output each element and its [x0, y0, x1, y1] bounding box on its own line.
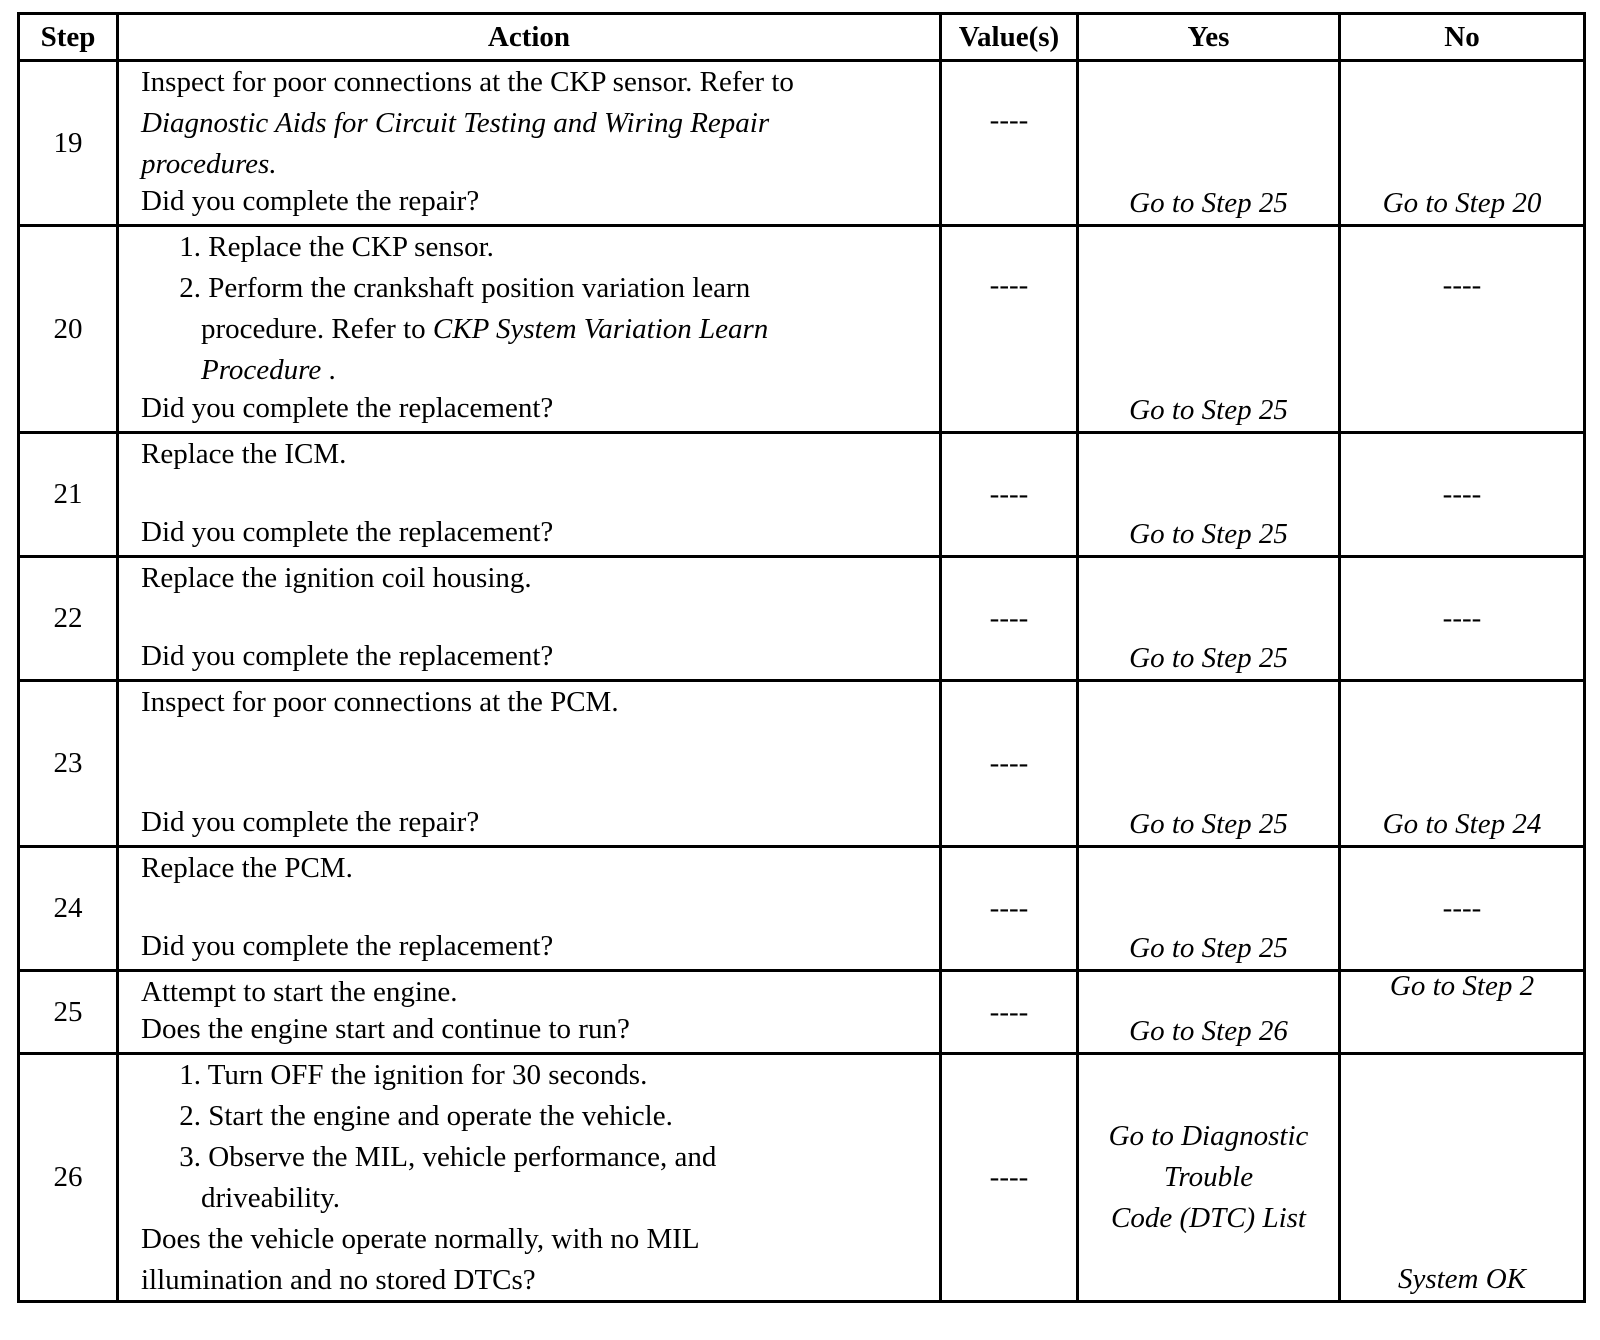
yes-cell [1078, 226, 1340, 433]
yes-cell [1078, 1054, 1340, 1302]
action-cell [118, 847, 941, 971]
action-question: Does the vehicle operate normally, with no MIL illumination and no stored DTCs? [141, 1223, 699, 1296]
step-number: 20 [19, 226, 118, 433]
yes-link[interactable]: Go to Step 25 [1129, 808, 1288, 840]
yes-cell [1078, 433, 1340, 557]
step-number: 21 [19, 433, 118, 557]
action-cell [118, 681, 941, 847]
action-steps [141, 1055, 929, 1219]
no-cell: ---- [1340, 226, 1585, 433]
action-text: Inspect for poor connections at the CKP sensor. Refer to [141, 66, 794, 98]
step-number: 24 [19, 847, 118, 971]
header-no: No [1340, 14, 1585, 61]
values-cell: ---- [941, 1054, 1078, 1302]
no-cell: ---- [1340, 433, 1585, 557]
yes-link[interactable]: Go to Step 26 [1129, 1015, 1288, 1047]
list-item: 1. Turn OFF the ignition for 30 seconds. [179, 1059, 648, 1091]
action-question: Did you complete the repair? [141, 806, 480, 838]
action-text: Replace the PCM. [141, 852, 353, 884]
values-cell: ---- [941, 61, 1078, 226]
action-question: Did you complete the replacement? [141, 392, 554, 424]
values-cell: ---- [941, 226, 1078, 433]
no-link[interactable]: System OK [1397, 1263, 1527, 1295]
yes-link[interactable]: Go to Step 25 [1129, 187, 1288, 219]
action-reference: CKP System Variation Learn Procedure [201, 313, 769, 386]
yes-cell [1078, 971, 1340, 1054]
step-number: 26 [19, 1054, 118, 1302]
action-cell [118, 226, 941, 433]
list-item: 2. Start the engine and operate the vehicle. [179, 1100, 673, 1132]
table-row [19, 433, 1585, 557]
values-cell: ---- [941, 971, 1078, 1054]
action-cell [118, 971, 941, 1054]
no-cell [1340, 971, 1585, 1054]
header-step: Step [19, 14, 118, 61]
action-text: Replace the ICM. [141, 438, 347, 470]
yes-link[interactable]: Go to Step 25 [1129, 518, 1288, 550]
step-number: 22 [19, 557, 118, 681]
action-question: Did you complete the repair? [141, 185, 480, 217]
values-cell: ---- [941, 433, 1078, 557]
no-cell: ---- [1340, 847, 1585, 971]
list-item: 2. Perform the crankshaft position variation learn procedure. Refer to CKP System Variation Learn Procedure . [179, 272, 769, 386]
list-item: 3. Observe the MIL, vehicle performance, and driveability. [179, 1141, 717, 1214]
action-text: Attempt to start the engine. [141, 976, 458, 1008]
action-cell [118, 557, 941, 681]
diagnostic-table [17, 12, 1586, 1303]
step-number: 23 [19, 681, 118, 847]
yes-link[interactable]: Go to Step 25 [1129, 642, 1288, 674]
header-action: Action [118, 14, 941, 61]
table-row [19, 971, 1585, 1054]
no-cell: ---- [1340, 557, 1585, 681]
table-row [19, 226, 1585, 433]
no-link[interactable]: Go to Step 2 [1389, 970, 1535, 1002]
yes-cell [1078, 681, 1340, 847]
action-cell [118, 61, 941, 226]
step-number: 19 [19, 61, 118, 226]
action-cell [118, 433, 941, 557]
header-yes: Yes [1078, 14, 1340, 61]
action-text: Inspect for poor connections at the PCM. [141, 686, 619, 718]
yes-link[interactable]: Go to Step 25 [1129, 394, 1288, 426]
no-cell [1340, 1054, 1585, 1302]
table-row [19, 557, 1585, 681]
yes-link[interactable]: Go to Step 25 [1129, 932, 1288, 964]
no-cell [1340, 681, 1585, 847]
no-cell [1340, 61, 1585, 226]
header-values: Value(s) [941, 14, 1078, 61]
action-question: Did you complete the replacement? [141, 640, 554, 672]
action-text: Replace the ignition coil housing. [141, 562, 532, 594]
action-cell [118, 1054, 941, 1302]
no-link[interactable]: Go to Step 24 [1382, 808, 1542, 840]
yes-cell [1078, 847, 1340, 971]
action-question: Does the engine start and continue to run? [141, 1013, 630, 1045]
table-row [19, 61, 1585, 226]
table-row [19, 681, 1585, 847]
yes-cell [1078, 557, 1340, 681]
action-reference: Diagnostic Aids for Circuit Testing and Wiring Repair procedures. [141, 107, 770, 180]
values-cell: ---- [941, 681, 1078, 847]
yes-link[interactable]: Go to Diagnostic Trouble Code (DTC) List [1108, 1120, 1309, 1234]
header-row [19, 14, 1585, 61]
table-row [19, 1054, 1585, 1302]
action-question: Did you complete the replacement? [141, 516, 554, 548]
list-item: 1. Replace the CKP sensor. [179, 231, 494, 263]
action-question: Did you complete the replacement? [141, 930, 554, 962]
action-steps [141, 227, 929, 391]
step-number: 25 [19, 971, 118, 1054]
yes-cell [1078, 61, 1340, 226]
values-cell: ---- [941, 557, 1078, 681]
table-row [19, 847, 1585, 971]
no-link[interactable]: Go to Step 20 [1382, 187, 1542, 219]
values-cell: ---- [941, 847, 1078, 971]
